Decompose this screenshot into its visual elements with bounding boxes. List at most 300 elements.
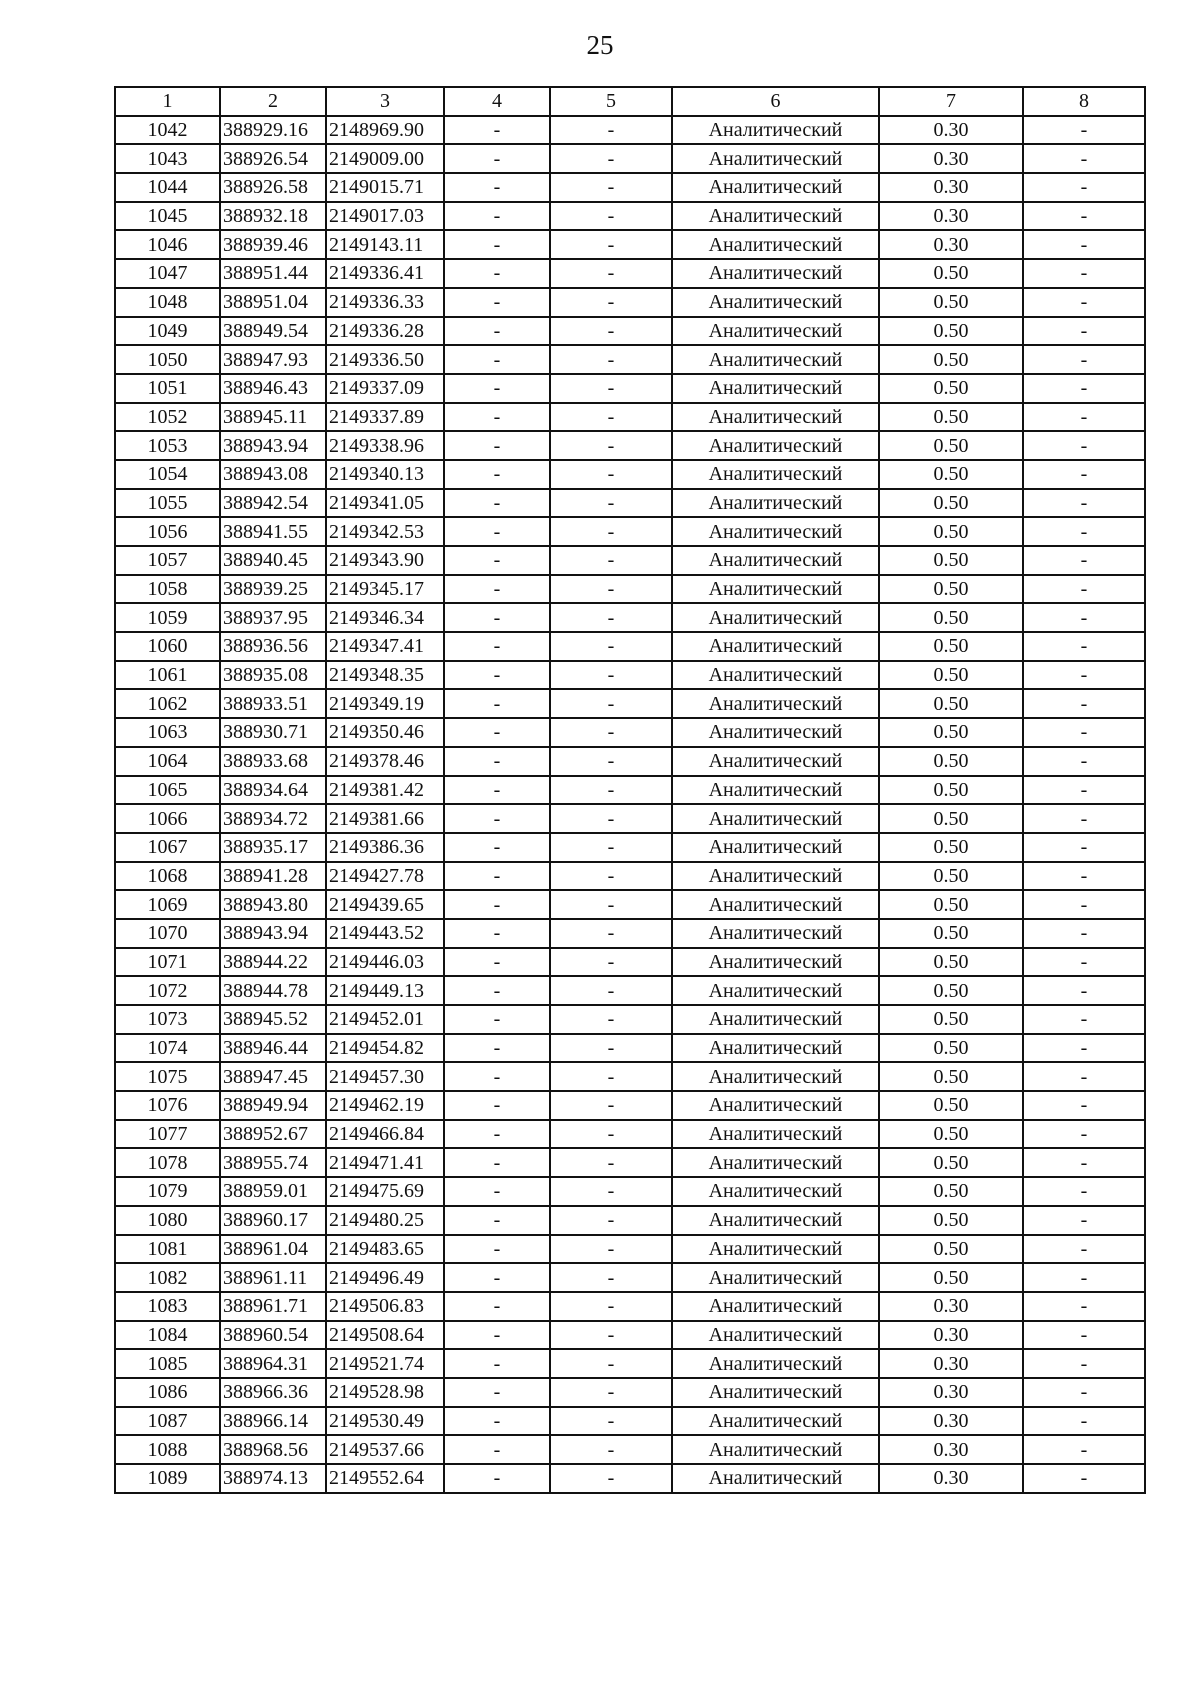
- cell-x-coordinate: 388941.55: [220, 517, 326, 546]
- cell-col-4: -: [444, 374, 550, 403]
- cell-y-coordinate: 2149342.53: [326, 517, 444, 546]
- cell-accuracy: 0.50: [879, 345, 1023, 374]
- cell-col-8: -: [1023, 1120, 1145, 1149]
- cell-accuracy: 0.50: [879, 718, 1023, 747]
- cell-method: Аналитический: [672, 948, 879, 977]
- cell-col-5: -: [550, 976, 672, 1005]
- table-row: [115, 776, 1145, 805]
- cell-accuracy: 0.30: [879, 202, 1023, 231]
- cell-y-coordinate: 2149446.03: [326, 948, 444, 977]
- coordinates-table: [114, 86, 1146, 1494]
- cell-col-8: -: [1023, 976, 1145, 1005]
- cell-col-8: -: [1023, 1321, 1145, 1350]
- table-row: [115, 890, 1145, 919]
- cell-y-coordinate: 2149452.01: [326, 1005, 444, 1034]
- cell-accuracy: 0.30: [879, 1407, 1023, 1436]
- table-row: [115, 317, 1145, 346]
- table-row: [115, 833, 1145, 862]
- cell-y-coordinate: 2149381.66: [326, 804, 444, 833]
- cell-col-4: -: [444, 1120, 550, 1149]
- cell-x-coordinate: 388960.54: [220, 1321, 326, 1350]
- cell-col-5: -: [550, 1177, 672, 1206]
- cell-accuracy: 0.50: [879, 804, 1023, 833]
- cell-y-coordinate: 2149443.52: [326, 919, 444, 948]
- cell-point-number: 1085: [115, 1349, 220, 1378]
- cell-col-5: -: [550, 1349, 672, 1378]
- cell-y-coordinate: 2149336.50: [326, 345, 444, 374]
- cell-x-coordinate: 388940.45: [220, 546, 326, 575]
- cell-col-4: -: [444, 1263, 550, 1292]
- cell-col-8: -: [1023, 890, 1145, 919]
- header-cell-point-number: 1: [115, 87, 220, 116]
- cell-method: Аналитический: [672, 747, 879, 776]
- cell-method: Аналитический: [672, 1034, 879, 1063]
- cell-x-coordinate: 388947.93: [220, 345, 326, 374]
- cell-accuracy: 0.50: [879, 948, 1023, 977]
- cell-point-number: 1084: [115, 1321, 220, 1350]
- cell-method: Аналитический: [672, 144, 879, 173]
- cell-col-5: -: [550, 919, 672, 948]
- cell-y-coordinate: 2149475.69: [326, 1177, 444, 1206]
- cell-method: Аналитический: [672, 1407, 879, 1436]
- cell-x-coordinate: 388946.43: [220, 374, 326, 403]
- cell-x-coordinate: 388933.51: [220, 689, 326, 718]
- cell-method: Аналитический: [672, 173, 879, 202]
- cell-y-coordinate: 2149483.65: [326, 1235, 444, 1264]
- table-row: [115, 862, 1145, 891]
- cell-col-4: -: [444, 1148, 550, 1177]
- cell-x-coordinate: 388933.68: [220, 747, 326, 776]
- table-header-row: [115, 87, 1145, 116]
- table-row: [115, 288, 1145, 317]
- cell-col-8: -: [1023, 1177, 1145, 1206]
- cell-y-coordinate: 2149349.19: [326, 689, 444, 718]
- table-row: [115, 403, 1145, 432]
- cell-point-number: 1075: [115, 1062, 220, 1091]
- cell-method: Аналитический: [672, 288, 879, 317]
- cell-x-coordinate: 388947.45: [220, 1062, 326, 1091]
- cell-y-coordinate: 2149457.30: [326, 1062, 444, 1091]
- cell-accuracy: 0.30: [879, 1435, 1023, 1464]
- cell-col-8: -: [1023, 718, 1145, 747]
- header-cell-accuracy: 7: [879, 87, 1023, 116]
- cell-point-number: 1044: [115, 173, 220, 202]
- cell-col-4: -: [444, 1062, 550, 1091]
- cell-point-number: 1046: [115, 230, 220, 259]
- cell-point-number: 1079: [115, 1177, 220, 1206]
- cell-x-coordinate: 388943.80: [220, 890, 326, 919]
- cell-col-5: -: [550, 833, 672, 862]
- cell-x-coordinate: 388946.44: [220, 1034, 326, 1063]
- cell-col-8: -: [1023, 747, 1145, 776]
- cell-col-5: -: [550, 288, 672, 317]
- cell-accuracy: 0.50: [879, 1062, 1023, 1091]
- cell-col-5: -: [550, 431, 672, 460]
- cell-col-8: -: [1023, 431, 1145, 460]
- table-row: [115, 460, 1145, 489]
- cell-col-4: -: [444, 1378, 550, 1407]
- cell-accuracy: 0.50: [879, 689, 1023, 718]
- cell-x-coordinate: 388934.64: [220, 776, 326, 805]
- cell-col-4: -: [444, 230, 550, 259]
- cell-col-8: -: [1023, 374, 1145, 403]
- cell-method: Аналитический: [672, 259, 879, 288]
- cell-col-5: -: [550, 747, 672, 776]
- cell-col-5: -: [550, 632, 672, 661]
- cell-col-8: -: [1023, 1235, 1145, 1264]
- cell-accuracy: 0.50: [879, 489, 1023, 518]
- cell-x-coordinate: 388955.74: [220, 1148, 326, 1177]
- cell-col-8: -: [1023, 202, 1145, 231]
- table-row: [115, 1435, 1145, 1464]
- cell-accuracy: 0.50: [879, 1091, 1023, 1120]
- cell-col-4: -: [444, 1034, 550, 1063]
- cell-col-4: -: [444, 1292, 550, 1321]
- cell-method: Аналитический: [672, 689, 879, 718]
- cell-x-coordinate: 388974.13: [220, 1464, 326, 1493]
- cell-col-5: -: [550, 173, 672, 202]
- cell-col-4: -: [444, 259, 550, 288]
- cell-point-number: 1073: [115, 1005, 220, 1034]
- cell-point-number: 1051: [115, 374, 220, 403]
- table-row: [115, 1321, 1145, 1350]
- header-cell-col-8: 8: [1023, 87, 1145, 116]
- cell-col-8: -: [1023, 230, 1145, 259]
- table-row: [115, 1062, 1145, 1091]
- header-cell-col-5: 5: [550, 87, 672, 116]
- cell-col-8: -: [1023, 948, 1145, 977]
- cell-accuracy: 0.50: [879, 1177, 1023, 1206]
- cell-x-coordinate: 388942.54: [220, 489, 326, 518]
- cell-point-number: 1042: [115, 116, 220, 145]
- cell-col-4: -: [444, 1321, 550, 1350]
- cell-col-5: -: [550, 1292, 672, 1321]
- cell-col-8: -: [1023, 259, 1145, 288]
- cell-method: Аналитический: [672, 546, 879, 575]
- cell-y-coordinate: 2149348.35: [326, 661, 444, 690]
- cell-y-coordinate: 2149449.13: [326, 976, 444, 1005]
- cell-accuracy: 0.50: [879, 403, 1023, 432]
- cell-y-coordinate: 2148969.90: [326, 116, 444, 145]
- cell-accuracy: 0.50: [879, 833, 1023, 862]
- cell-point-number: 1074: [115, 1034, 220, 1063]
- cell-col-8: -: [1023, 173, 1145, 202]
- cell-point-number: 1076: [115, 1091, 220, 1120]
- table-row: [115, 1148, 1145, 1177]
- cell-method: Аналитический: [672, 890, 879, 919]
- cell-col-4: -: [444, 833, 550, 862]
- cell-accuracy: 0.50: [879, 546, 1023, 575]
- cell-point-number: 1055: [115, 489, 220, 518]
- cell-accuracy: 0.50: [879, 747, 1023, 776]
- cell-method: Аналитический: [672, 1091, 879, 1120]
- table-row: [115, 173, 1145, 202]
- cell-x-coordinate: 388945.52: [220, 1005, 326, 1034]
- cell-point-number: 1056: [115, 517, 220, 546]
- cell-col-5: -: [550, 575, 672, 604]
- cell-col-5: -: [550, 661, 672, 690]
- cell-y-coordinate: 2149337.89: [326, 403, 444, 432]
- cell-col-5: -: [550, 1062, 672, 1091]
- cell-accuracy: 0.30: [879, 230, 1023, 259]
- cell-col-4: -: [444, 1235, 550, 1264]
- cell-col-4: -: [444, 1091, 550, 1120]
- cell-accuracy: 0.50: [879, 1120, 1023, 1149]
- table-body: [115, 116, 1145, 1493]
- cell-method: Аналитический: [672, 661, 879, 690]
- cell-accuracy: 0.50: [879, 288, 1023, 317]
- cell-point-number: 1089: [115, 1464, 220, 1493]
- cell-col-8: -: [1023, 1148, 1145, 1177]
- cell-point-number: 1069: [115, 890, 220, 919]
- table-row: [115, 517, 1145, 546]
- cell-col-8: -: [1023, 689, 1145, 718]
- cell-col-5: -: [550, 1263, 672, 1292]
- cell-y-coordinate: 2149480.25: [326, 1206, 444, 1235]
- cell-col-4: -: [444, 489, 550, 518]
- cell-y-coordinate: 2149336.41: [326, 259, 444, 288]
- cell-accuracy: 0.50: [879, 632, 1023, 661]
- cell-y-coordinate: 2149337.09: [326, 374, 444, 403]
- cell-col-8: -: [1023, 1263, 1145, 1292]
- cell-x-coordinate: 388937.95: [220, 603, 326, 632]
- cell-accuracy: 0.50: [879, 1034, 1023, 1063]
- cell-method: Аналитический: [672, 976, 879, 1005]
- table-row: [115, 546, 1145, 575]
- cell-point-number: 1065: [115, 776, 220, 805]
- cell-col-4: -: [444, 431, 550, 460]
- cell-y-coordinate: 2149530.49: [326, 1407, 444, 1436]
- cell-col-8: -: [1023, 144, 1145, 173]
- cell-y-coordinate: 2149341.05: [326, 489, 444, 518]
- cell-x-coordinate: 388943.94: [220, 431, 326, 460]
- cell-accuracy: 0.50: [879, 1263, 1023, 1292]
- cell-col-5: -: [550, 718, 672, 747]
- cell-x-coordinate: 388961.04: [220, 1235, 326, 1264]
- cell-x-coordinate: 388966.14: [220, 1407, 326, 1436]
- cell-y-coordinate: 2149378.46: [326, 747, 444, 776]
- cell-col-4: -: [444, 202, 550, 231]
- cell-col-4: -: [444, 144, 550, 173]
- cell-point-number: 1070: [115, 919, 220, 948]
- cell-accuracy: 0.30: [879, 1464, 1023, 1493]
- table-row: [115, 1292, 1145, 1321]
- cell-col-5: -: [550, 1206, 672, 1235]
- table-row: [115, 1120, 1145, 1149]
- cell-col-8: -: [1023, 517, 1145, 546]
- cell-y-coordinate: 2149462.19: [326, 1091, 444, 1120]
- cell-col-5: -: [550, 259, 672, 288]
- cell-method: Аналитический: [672, 603, 879, 632]
- cell-y-coordinate: 2149338.96: [326, 431, 444, 460]
- cell-col-4: -: [444, 1206, 550, 1235]
- cell-point-number: 1088: [115, 1435, 220, 1464]
- cell-y-coordinate: 2149454.82: [326, 1034, 444, 1063]
- cell-x-coordinate: 388968.56: [220, 1435, 326, 1464]
- cell-point-number: 1063: [115, 718, 220, 747]
- cell-point-number: 1067: [115, 833, 220, 862]
- cell-x-coordinate: 388930.71: [220, 718, 326, 747]
- cell-point-number: 1066: [115, 804, 220, 833]
- cell-accuracy: 0.50: [879, 1235, 1023, 1264]
- cell-col-5: -: [550, 116, 672, 145]
- cell-method: Аналитический: [672, 1177, 879, 1206]
- cell-col-4: -: [444, 1464, 550, 1493]
- cell-col-8: -: [1023, 804, 1145, 833]
- cell-point-number: 1050: [115, 345, 220, 374]
- cell-point-number: 1049: [115, 317, 220, 346]
- cell-col-4: -: [444, 1407, 550, 1436]
- cell-method: Аналитический: [672, 345, 879, 374]
- table-row: [115, 575, 1145, 604]
- cell-col-8: -: [1023, 919, 1145, 948]
- cell-method: Аналитический: [672, 374, 879, 403]
- cell-y-coordinate: 2149381.42: [326, 776, 444, 805]
- table-row: [115, 144, 1145, 173]
- cell-method: Аналитический: [672, 776, 879, 805]
- cell-col-5: -: [550, 1378, 672, 1407]
- table-row: [115, 1464, 1145, 1493]
- cell-y-coordinate: 2149427.78: [326, 862, 444, 891]
- cell-point-number: 1081: [115, 1235, 220, 1264]
- cell-col-5: -: [550, 1005, 672, 1034]
- cell-col-8: -: [1023, 603, 1145, 632]
- cell-col-5: -: [550, 1034, 672, 1063]
- cell-y-coordinate: 2149015.71: [326, 173, 444, 202]
- cell-accuracy: 0.30: [879, 1321, 1023, 1350]
- cell-method: Аналитический: [672, 1120, 879, 1149]
- cell-point-number: 1060: [115, 632, 220, 661]
- table-row: [115, 603, 1145, 632]
- cell-col-4: -: [444, 460, 550, 489]
- cell-x-coordinate: 388936.56: [220, 632, 326, 661]
- table-row: [115, 1005, 1145, 1034]
- cell-point-number: 1064: [115, 747, 220, 776]
- cell-col-8: -: [1023, 1206, 1145, 1235]
- cell-col-5: -: [550, 230, 672, 259]
- cell-y-coordinate: 2149508.64: [326, 1321, 444, 1350]
- cell-col-8: -: [1023, 1034, 1145, 1063]
- cell-col-4: -: [444, 1177, 550, 1206]
- cell-point-number: 1052: [115, 403, 220, 432]
- cell-y-coordinate: 2149521.74: [326, 1349, 444, 1378]
- table-row: [115, 1235, 1145, 1264]
- cell-method: Аналитический: [672, 116, 879, 145]
- cell-point-number: 1068: [115, 862, 220, 891]
- cell-col-5: -: [550, 862, 672, 891]
- cell-col-5: -: [550, 603, 672, 632]
- cell-y-coordinate: 2149506.83: [326, 1292, 444, 1321]
- cell-col-8: -: [1023, 1435, 1145, 1464]
- cell-accuracy: 0.50: [879, 1005, 1023, 1034]
- cell-x-coordinate: 388929.16: [220, 116, 326, 145]
- cell-col-4: -: [444, 718, 550, 747]
- cell-y-coordinate: 2149466.84: [326, 1120, 444, 1149]
- cell-y-coordinate: 2149336.33: [326, 288, 444, 317]
- table-row: [115, 718, 1145, 747]
- cell-y-coordinate: 2149343.90: [326, 546, 444, 575]
- cell-point-number: 1078: [115, 1148, 220, 1177]
- cell-col-5: -: [550, 1148, 672, 1177]
- header-cell-method: 6: [672, 87, 879, 116]
- cell-col-4: -: [444, 173, 550, 202]
- cell-y-coordinate: 2149439.65: [326, 890, 444, 919]
- cell-accuracy: 0.50: [879, 259, 1023, 288]
- cell-x-coordinate: 388926.58: [220, 173, 326, 202]
- table-row: [115, 689, 1145, 718]
- cell-y-coordinate: 2149336.28: [326, 317, 444, 346]
- cell-point-number: 1058: [115, 575, 220, 604]
- cell-accuracy: 0.50: [879, 976, 1023, 1005]
- cell-accuracy: 0.30: [879, 144, 1023, 173]
- cell-method: Аналитический: [672, 632, 879, 661]
- cell-point-number: 1071: [115, 948, 220, 977]
- cell-col-5: -: [550, 374, 672, 403]
- cell-accuracy: 0.30: [879, 116, 1023, 145]
- table-row: [115, 202, 1145, 231]
- cell-col-5: -: [550, 804, 672, 833]
- cell-y-coordinate: 2149537.66: [326, 1435, 444, 1464]
- cell-y-coordinate: 2149496.49: [326, 1263, 444, 1292]
- cell-col-8: -: [1023, 1378, 1145, 1407]
- cell-col-5: -: [550, 1464, 672, 1493]
- cell-col-8: -: [1023, 345, 1145, 374]
- cell-col-5: -: [550, 403, 672, 432]
- cell-x-coordinate: 388951.04: [220, 288, 326, 317]
- cell-x-coordinate: 388952.67: [220, 1120, 326, 1149]
- cell-col-4: -: [444, 804, 550, 833]
- table-row: [115, 747, 1145, 776]
- cell-y-coordinate: 2149017.03: [326, 202, 444, 231]
- header-cell-col-4: 4: [444, 87, 550, 116]
- table-row: [115, 259, 1145, 288]
- cell-x-coordinate: 388935.17: [220, 833, 326, 862]
- cell-y-coordinate: 2149347.41: [326, 632, 444, 661]
- cell-method: Аналитический: [672, 1464, 879, 1493]
- cell-col-8: -: [1023, 661, 1145, 690]
- cell-accuracy: 0.50: [879, 776, 1023, 805]
- cell-y-coordinate: 2149471.41: [326, 1148, 444, 1177]
- cell-point-number: 1062: [115, 689, 220, 718]
- cell-col-5: -: [550, 546, 672, 575]
- page-number: 25: [586, 30, 614, 60]
- cell-accuracy: 0.30: [879, 1378, 1023, 1407]
- cell-method: Аналитический: [672, 575, 879, 604]
- cell-col-5: -: [550, 317, 672, 346]
- cell-accuracy: 0.50: [879, 460, 1023, 489]
- cell-method: Аналитический: [672, 403, 879, 432]
- cell-col-5: -: [550, 1235, 672, 1264]
- cell-point-number: 1047: [115, 259, 220, 288]
- cell-col-4: -: [444, 317, 550, 346]
- cell-col-4: -: [444, 689, 550, 718]
- cell-col-8: -: [1023, 1292, 1145, 1321]
- table-row: [115, 1263, 1145, 1292]
- cell-col-8: -: [1023, 575, 1145, 604]
- cell-col-4: -: [444, 345, 550, 374]
- cell-col-8: -: [1023, 862, 1145, 891]
- cell-col-4: -: [444, 575, 550, 604]
- cell-method: Аналитический: [672, 1062, 879, 1091]
- cell-x-coordinate: 388932.18: [220, 202, 326, 231]
- cell-col-5: -: [550, 776, 672, 805]
- cell-col-4: -: [444, 403, 550, 432]
- table-row: [115, 345, 1145, 374]
- table-row: [115, 1206, 1145, 1235]
- cell-x-coordinate: 388961.11: [220, 1263, 326, 1292]
- cell-x-coordinate: 388964.31: [220, 1349, 326, 1378]
- cell-col-8: -: [1023, 833, 1145, 862]
